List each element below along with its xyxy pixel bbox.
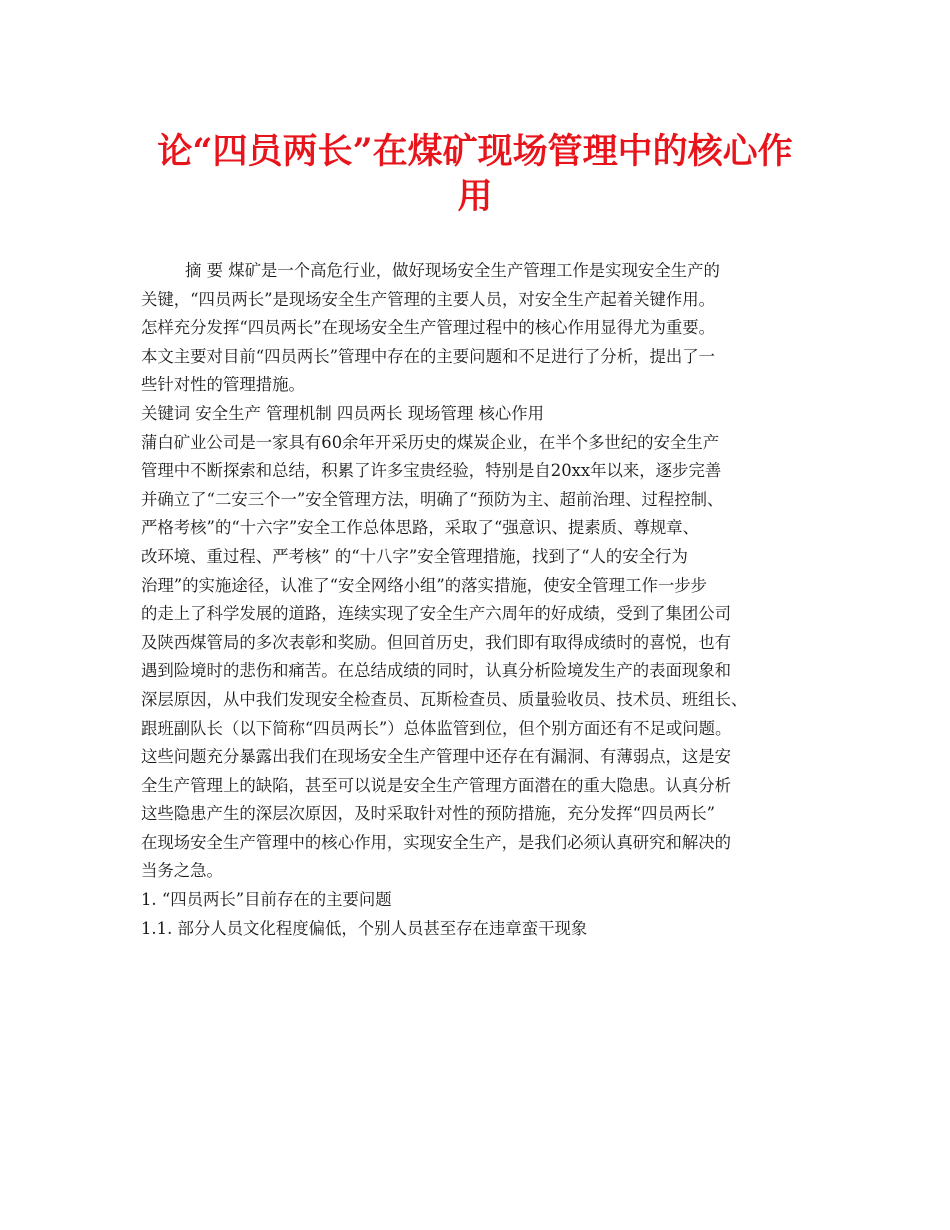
body-line: 并确立了“二安三个一”安全管理方法，明确了“预防为主、超前治理、过程控制、	[141, 489, 724, 509]
body-line: 这些问题充分暴露出我们在现场安全生产管理中还存在有漏洞、有薄弱点，这是安	[141, 747, 732, 767]
body-line: 管理中不断探索和总结，积累了许多宝贵经验，特别是自20xx年以来，逐步完善	[141, 461, 722, 481]
body-line: 深层原因，从中我们发现安全检查员、瓦斯检查员、质量验收员、技术员、班组长、	[141, 689, 748, 709]
body-line: 在现场安全生产管理中的核心作用，实现安全生产，是我们必须认真研究和解决的	[141, 832, 732, 852]
document-body	[141, 257, 821, 943]
body-line: 严格考核”的“十六字”安全工作总体思路，采取了“强意识、提素质、尊规章、	[141, 518, 700, 538]
subsection-heading: 1.1. 部分人员文化程度偏低，个别人员甚至存在违章蛮干现象	[141, 918, 588, 938]
body-line: 跟班副队长（以下简称“四员两长”）总体监管到位，但个别方面还有不足或问题。	[141, 718, 732, 738]
keywords-line: 关键词 安全生产 管理机制 四员两长 现场管理 核心作用	[141, 403, 545, 423]
body-line: 蒲白矿业公司是一家具有60余年开采历史的煤炭企业，在半个多世纪的安全生产	[141, 432, 720, 452]
body-line: 全生产管理上的缺陷，甚至可以说是安全生产管理方面潜在的重大隐患。认真分析	[141, 775, 732, 795]
abstract-line: 关键，“四员两长”是现场安全生产管理的主要人员，对安全生产起着关键作用。	[141, 289, 716, 309]
abstract-line: 摘 要 煤矿是一个高危行业，做好现场安全生产管理工作是实现安全生产的	[185, 261, 720, 280]
abstract-line: 些针对性的管理措施。	[141, 375, 305, 395]
body-line: 当务之急。	[141, 861, 223, 881]
section-heading: 1. “四员两长”目前存在的主要问题	[141, 890, 392, 910]
body-line: 治理”的实施途径，认准了“安全网络小组”的落实措施，使安全管理工作一步步	[141, 575, 708, 595]
document-title-line-2: 用	[457, 176, 493, 217]
body-line: 及陕西煤管局的多次表彰和奖励。但回首历史，我们即有取得成绩时的喜悦，也有	[141, 632, 732, 652]
abstract-line: 本文主要对目前“四员两长”管理中存在的主要问题和不足进行了分析，提出了一	[141, 346, 716, 366]
body-line: 改环境、重过程、严考核” 的“十八字”安全管理措施，找到了“人的安全行为	[141, 546, 688, 566]
body-line: 的走上了科学发展的道路，连续实现了安全生产六周年的好成绩，受到了集团公司	[141, 604, 732, 624]
abstract-line: 怎样充分发挥“四员两长”在现场安全生产管理过程中的核心作用显得尤为重要。	[141, 318, 716, 338]
body-line: 遇到险境时的悲伤和痛苦。在总结成绩的同时，认真分析险境发生产的表面现象和	[141, 661, 732, 681]
document-title-line-1: 论“四员两长”在煤矿现场管理中的核心作	[157, 131, 793, 172]
body-line: 这些隐患产生的深层次原因，及时采取针对性的预防措施，充分发挥“四员两长”	[141, 804, 716, 824]
